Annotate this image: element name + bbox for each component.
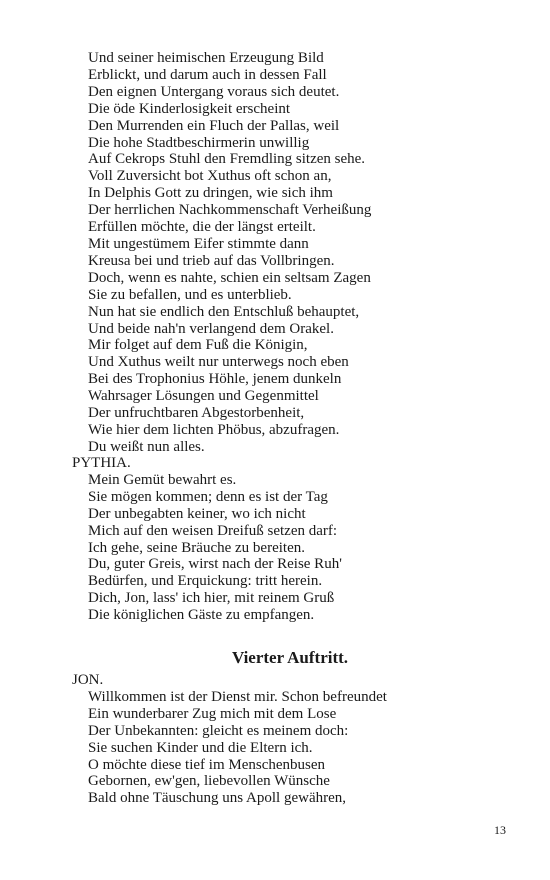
verse-line: Nun hat sie endlich den Entschluß behauptet, bbox=[88, 303, 360, 320]
verse-block-1 bbox=[72, 50, 512, 456]
verse-line: Der unbegabten keiner, wo ich nicht bbox=[88, 505, 306, 522]
verse-line: Und seiner heimischen Erzeugung Bild bbox=[88, 50, 324, 66]
verse-line: In Delphis Gott zu dringen, wie sich ihm bbox=[88, 185, 333, 202]
verse-line: Die königlichen Gäste zu empfangen. bbox=[88, 607, 315, 624]
verse-line: Und beide nah'n verlangend dem Orakel. bbox=[88, 320, 334, 337]
verse-line: Ein wunderbarer Zug mich mit dem Lose bbox=[88, 705, 337, 722]
speaker-name: PYTHIA. bbox=[72, 455, 131, 471]
verse-line: Auf Cekrops Stuhl den Fremdling sitzen sehe. bbox=[88, 151, 366, 168]
verse-line: Mit ungestümem Eifer stimmte dann bbox=[88, 235, 309, 252]
verse-line: Den Murrenden ein Fluch der Pallas, weil bbox=[88, 117, 340, 134]
verse-line: Den eignen Untergang voraus sich deutet. bbox=[88, 83, 340, 100]
verse-line: Erblickt, und darum auch in dessen Fall bbox=[88, 66, 327, 83]
speaker-name: JON. bbox=[72, 672, 104, 688]
verse-line: Die öde Kinderlosigkeit erscheint bbox=[88, 100, 291, 117]
verse-line: Sie suchen Kinder und die Eltern ich. bbox=[88, 739, 313, 756]
verse-line: Mein Gemüt bewahrt es. bbox=[88, 471, 237, 488]
verse-line: Der unfruchtbaren Abgestorbenheit, bbox=[88, 405, 305, 422]
verse-line: Bei des Trophonius Höhle, jenem dunkeln bbox=[88, 371, 342, 388]
verse-line: Dich, Jon, lass' ich hier, mit reinem Gruß bbox=[88, 590, 335, 607]
verse-line: Und Xuthus weilt nur unterwegs noch eben bbox=[88, 354, 349, 371]
verse-line: Mir folget auf dem Fuß die Königin, bbox=[88, 337, 308, 354]
verse-line: Du weißt nun alles. bbox=[88, 438, 205, 455]
verse-line: Sie mögen kommen; denn es ist der Tag bbox=[88, 488, 328, 505]
verse-line: Wie hier dem lichten Phöbus, abzufragen. bbox=[88, 421, 340, 438]
verse-line: O möchte diese tief im Menschenbusen bbox=[88, 756, 326, 773]
verse-line: Doch, wenn es nahte, schien ein seltsam Zagen bbox=[88, 269, 371, 286]
verse-line: Der herrlichen Nachkommenschaft Verheißung bbox=[88, 202, 372, 219]
verse-line: Ich gehe, seine Bräuche zu bereiten. bbox=[88, 539, 305, 556]
verse-block-2 bbox=[72, 455, 512, 624]
verse-line: Willkommen ist der Dienst mir. Schon befreundet bbox=[88, 688, 387, 705]
verse-line: Die hohe Stadtbeschirmerin unwillig bbox=[88, 134, 310, 151]
verse-line: Bedürfen, und Erquickung: tritt herein. bbox=[88, 573, 323, 590]
verse-line: Du, guter Greis, wirst nach der Reise Ruh' bbox=[88, 556, 342, 573]
verse-line: Gebornen, ew'gen, liebevollen Wünsche bbox=[88, 773, 330, 790]
page-number: 13 bbox=[494, 823, 506, 837]
verse-block-3 bbox=[72, 672, 512, 807]
verse-line: Der Unbekannten: gleicht es meinem doch: bbox=[88, 722, 349, 739]
verse-line: Erfüllen möchte, die der längst erteilt. bbox=[88, 219, 316, 236]
scene-heading: Vierter Auftritt. bbox=[231, 648, 349, 667]
verse-line: Wahrsager Lösungen und Gegenmittel bbox=[88, 388, 319, 405]
verse-line: Kreusa bei und trieb auf das Vollbringen. bbox=[88, 252, 335, 269]
verse-line: Sie zu befallen, und es unterblieb. bbox=[88, 286, 292, 303]
verse-line: Mich auf den weisen Dreifuß setzen darf: bbox=[88, 522, 338, 539]
verse-line: Voll Zuversicht bot Xuthus oft schon an, bbox=[88, 168, 332, 185]
verse-line: Bald ohne Täuschung uns Apoll gewähren, bbox=[88, 790, 347, 807]
